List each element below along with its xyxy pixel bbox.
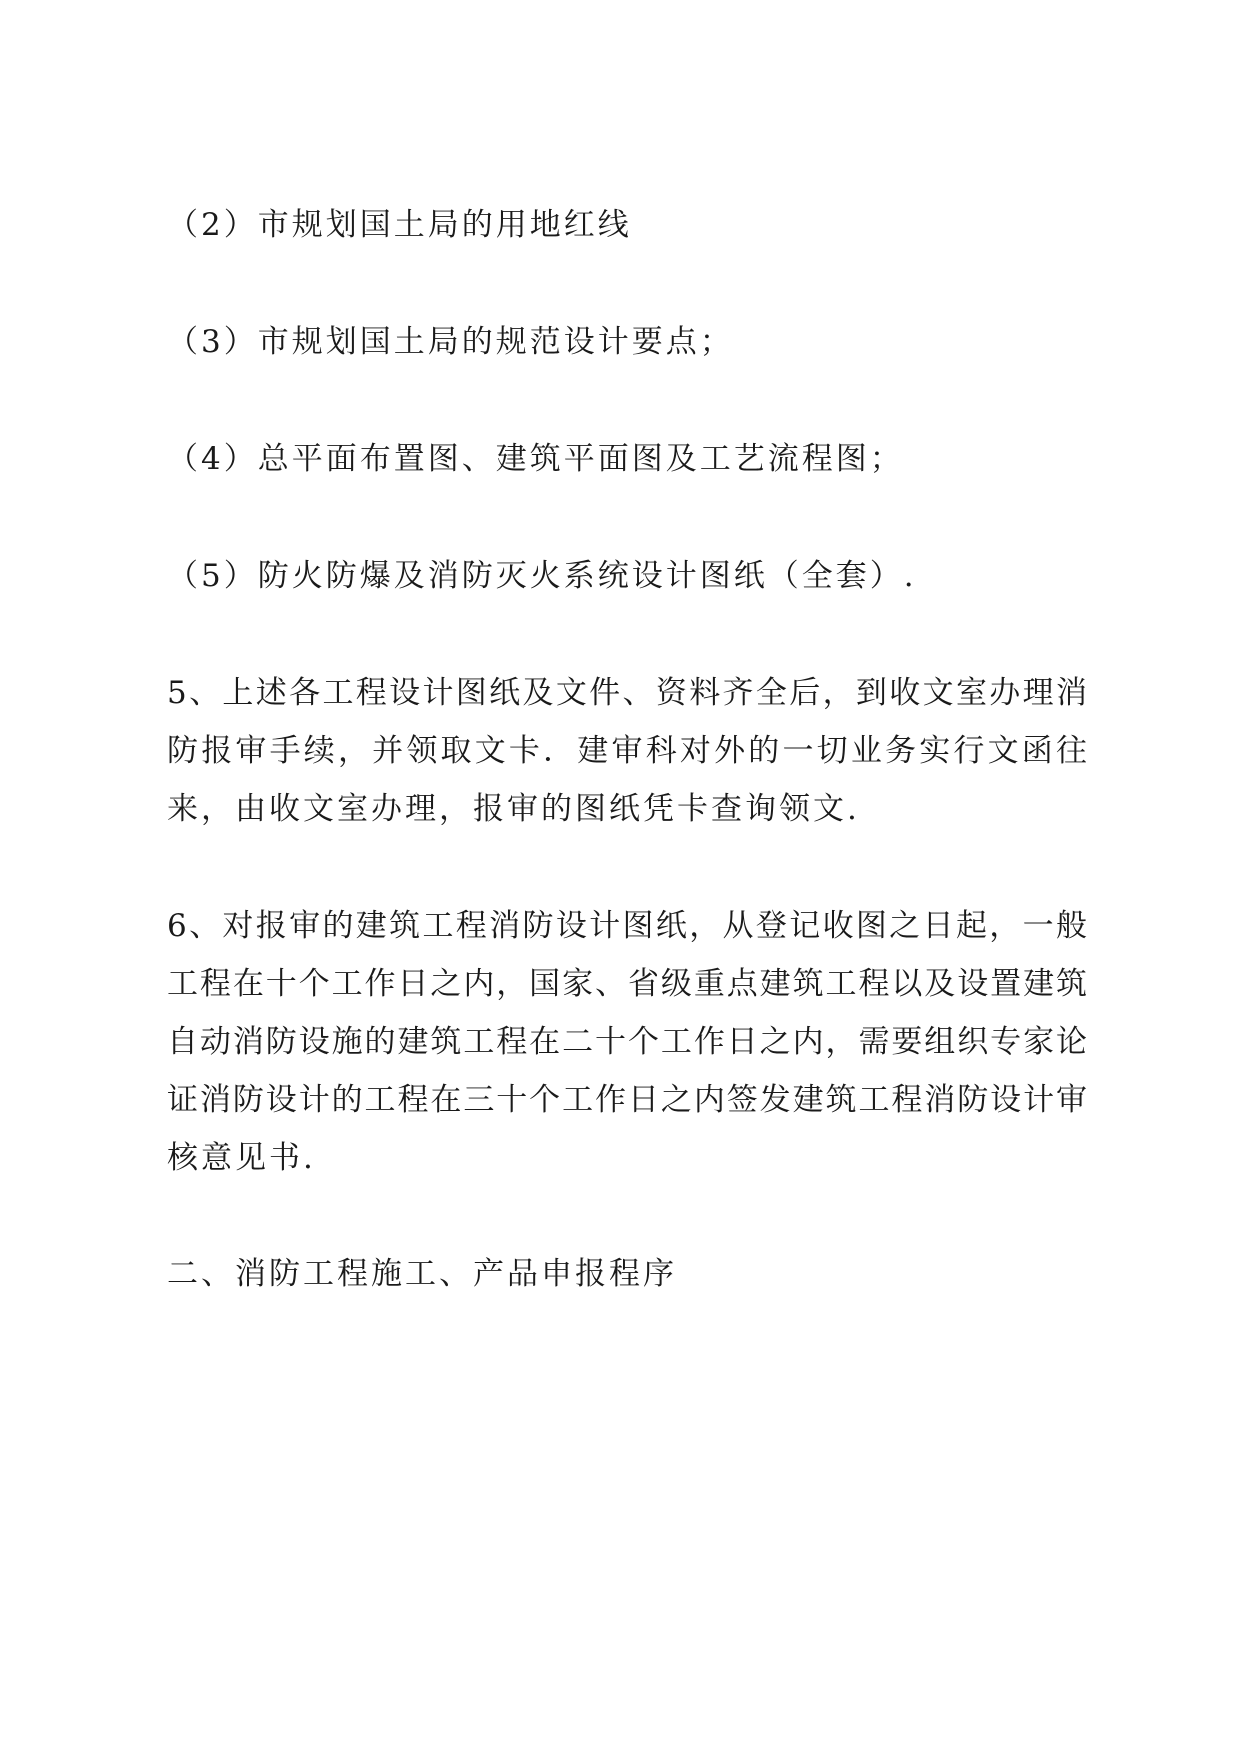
paragraph-6-line: 工程在十个工作日之内，国家、省级重点建筑工程以及设置建筑 <box>167 966 1087 1002</box>
list-item-3: （3）市规划国土局的规范设计要点； <box>167 324 734 360</box>
paragraph-5-line: 5、上述各工程设计图纸及文件、资料齐全后，到收文室办理消 <box>167 675 1087 711</box>
paragraph-6-line: 核意见书. <box>167 1140 316 1176</box>
section-heading: 二、消防工程施工、产品申报程序 <box>167 1256 677 1292</box>
paragraph-6-line: 证消防设计的工程在三十个工作日之内签发建筑工程消防设计审 <box>167 1082 1087 1118</box>
paragraph-5-line: 来，由收文室办理，报审的图纸凭卡查询领文. <box>167 791 860 827</box>
list-item-4: （4）总平面布置图、建筑平面图及工艺流程图； <box>167 441 904 477</box>
list-item-5: （5）防火防爆及消防灭火系统设计图纸（全套）. <box>167 558 917 594</box>
paragraph-5-line: 防报审手续，并领取文卡．建审科对外的一切业务实行文函往 <box>167 733 1087 769</box>
paragraph-6-line: 自动消防设施的建筑工程在二十个工作日之内，需要组织专家论 <box>167 1024 1087 1060</box>
list-item-2: （2）市规划国土局的用地红线 <box>167 207 632 243</box>
paragraph-6-line: 6、对报审的建筑工程消防设计图纸，从登记收图之日起，一般 <box>167 908 1087 944</box>
